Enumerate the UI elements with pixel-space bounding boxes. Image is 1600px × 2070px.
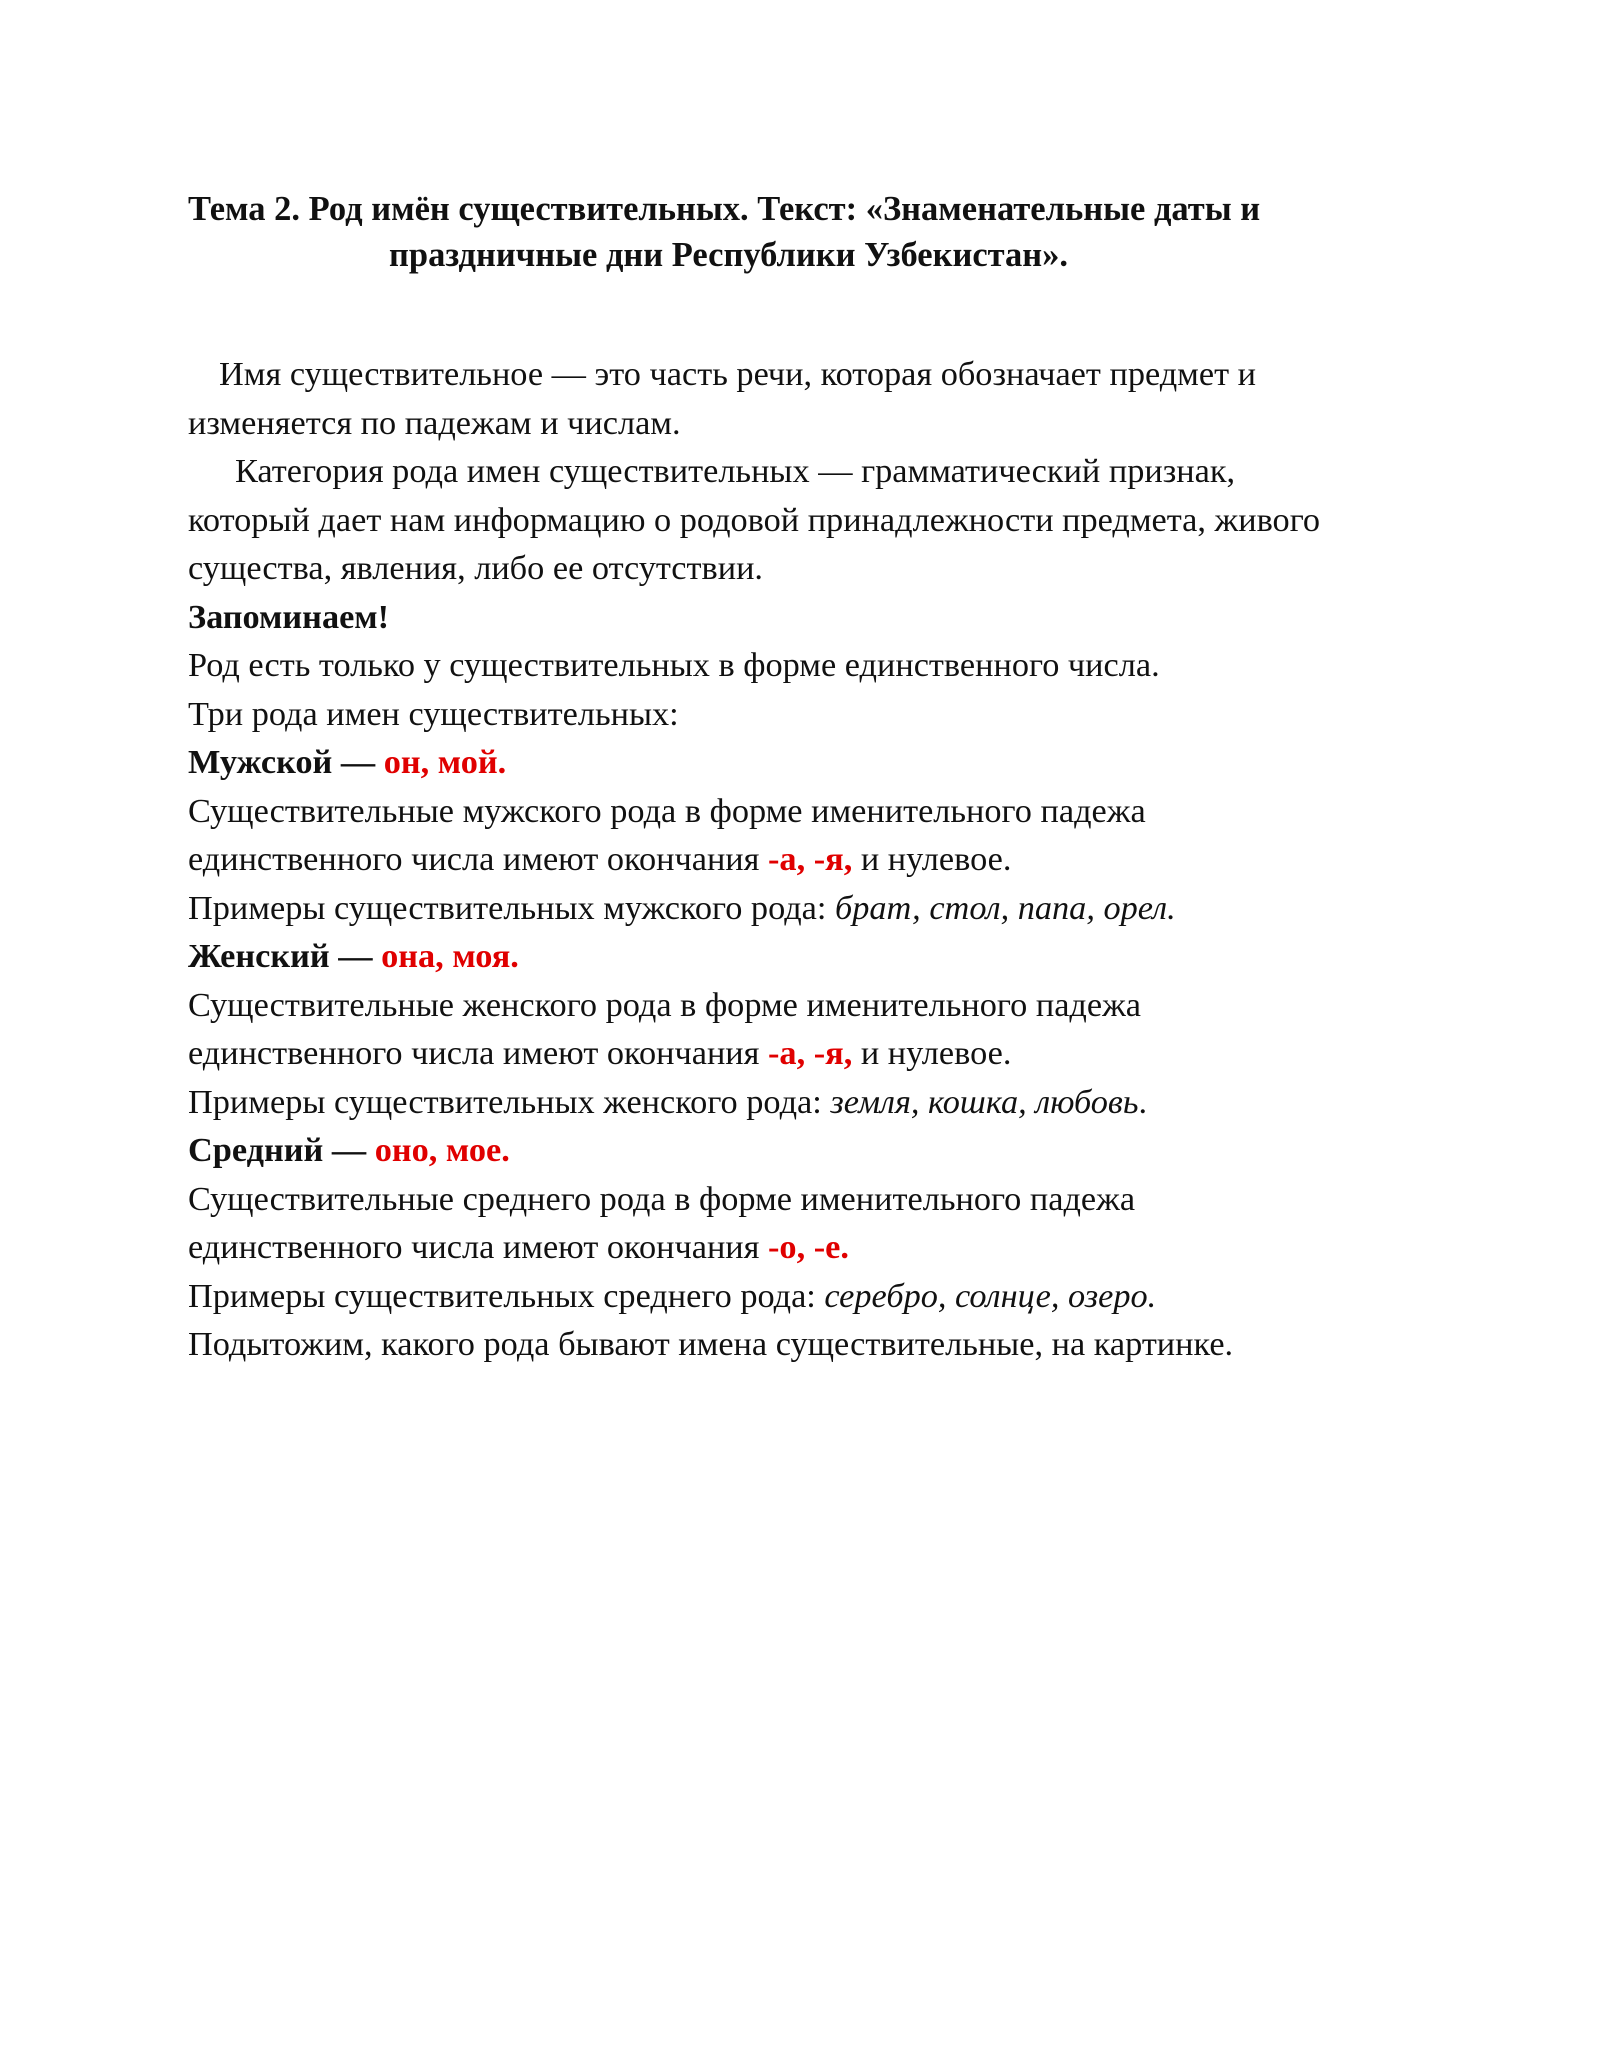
- feminine-description: Существительные женского рода в форме именительного падежа: [188, 985, 1142, 1024]
- summary-line: Подытожим, какого рода бывают имена существительные, на картинке.: [188, 1325, 1234, 1363]
- intro-line: который дает нам информацию о родовой принадлежности предмета, живого: [188, 500, 1321, 539]
- masculine-description: Существительные мужского рода в форме именительного падежа: [188, 791, 1146, 830]
- endings-highlight: -о, -е.: [768, 1228, 849, 1266]
- remember-heading: Запоминаем!: [188, 597, 390, 636]
- endings-prefix: единственного числа имеют окончания: [188, 1228, 768, 1266]
- document-body: [188, 350, 1428, 1369]
- intro-line: существа, явления, либо ее отсутствии.: [188, 549, 763, 587]
- examples-words: серебро, солнце, озеро.: [824, 1276, 1157, 1315]
- masculine-examples: [188, 884, 1428, 933]
- examples-words: брат, стол, папа, орел.: [835, 888, 1176, 927]
- intro-line: изменяется по падежам и числам.: [188, 403, 681, 442]
- remember-line: Три рода имен существительных:: [188, 694, 679, 733]
- endings-suffix: и нулевое.: [852, 840, 1012, 878]
- examples-end: .: [1138, 1082, 1148, 1121]
- gender-label: Средний —: [188, 1131, 375, 1169]
- gender-label: Мужской —: [188, 743, 384, 781]
- gender-label: Женский —: [188, 937, 382, 975]
- endings-highlight: -а, -я,: [768, 1034, 853, 1072]
- document-title: [188, 186, 1418, 278]
- feminine-examples: [188, 1078, 1428, 1127]
- remember-line: Род есть только у существительных в форме единственного числа.: [188, 646, 1160, 684]
- neuter-endings-line: [188, 1223, 1428, 1272]
- neuter-heading: [188, 1126, 1428, 1175]
- examples-words: земля, кошка, любовь: [830, 1082, 1139, 1121]
- masculine-heading: [188, 738, 1428, 787]
- gender-pronouns: оно, мое.: [374, 1131, 510, 1169]
- endings-prefix: единственного числа имеют окончания: [188, 1034, 768, 1072]
- neuter-examples: [188, 1272, 1428, 1321]
- title-line-1: Тема 2. Род имён существительных. Текст: «Знаменательные даты и: [188, 190, 1261, 228]
- intro-line: Имя существительное — это часть речи, которая обозначает предмет и: [219, 355, 1257, 393]
- gender-pronouns: он, мой.: [383, 743, 507, 781]
- title-line-2: праздничные дни Республики Узбекистан».: [389, 236, 1069, 274]
- intro-line: Категория рода имен существительных — грамматический признак,: [235, 452, 1236, 490]
- neuter-description: Существительные среднего рода в форме именительного падежа: [188, 1179, 1136, 1218]
- feminine-endings-line: [188, 1029, 1428, 1078]
- examples-prefix: Примеры существительных мужского рода:: [188, 888, 836, 927]
- feminine-heading: [188, 932, 1428, 981]
- examples-prefix: Примеры существительных женского рода:: [188, 1082, 831, 1121]
- examples-prefix: Примеры существительных среднего рода:: [188, 1276, 825, 1315]
- endings-suffix: и нулевое.: [852, 1034, 1012, 1072]
- endings-highlight: -а, -я,: [768, 840, 853, 878]
- gender-pronouns: она, моя.: [381, 937, 519, 975]
- endings-prefix: единственного числа имеют окончания: [188, 840, 768, 878]
- masculine-endings-line: [188, 835, 1428, 884]
